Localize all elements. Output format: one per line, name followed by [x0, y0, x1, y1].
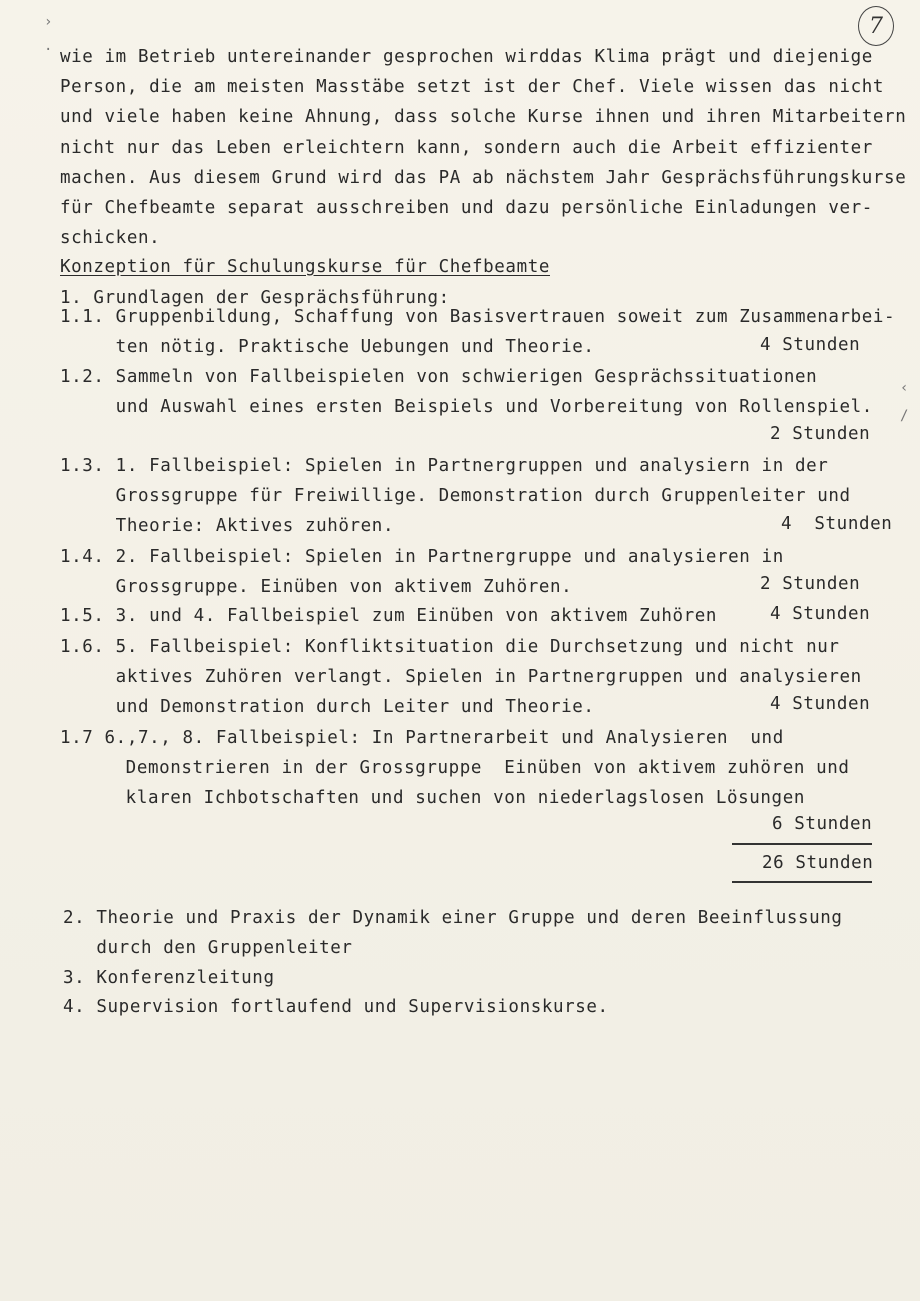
page-number: 7 [869, 13, 883, 39]
section-line: durch den Gruppenleiter [63, 938, 353, 958]
item-line: 1.7 6.,7., 8. Fallbeispiel: In Partnerarbeit und Analysieren und [60, 728, 784, 748]
item-hours: 4 Stunden [760, 335, 861, 355]
margin-mark: · [44, 42, 53, 58]
item-line: und Demonstration durch Leiter und Theorie. [60, 697, 595, 717]
total-hours: 26 Stunden [762, 853, 874, 873]
section-line: 4. Supervision fortlaufend und Supervisionskurse. [63, 997, 609, 1017]
item-hours: 4 Stunden [770, 604, 871, 624]
total-rule [732, 881, 872, 883]
intro-line: nicht nur das Leben erleichtern kann, sondern auch die Arbeit effizienter [60, 138, 873, 158]
intro-line: für Chefbeamte separat ausschreiben und dazu persönliche Einladungen ver- [60, 198, 873, 218]
section-line: 2. Theorie und Praxis der Dynamik einer Gruppe und deren Beeinflussung [63, 908, 843, 928]
margin-mark: › [44, 14, 53, 30]
intro-line: machen. Aus diesem Grund wird das PA ab nächstem Jahr Gesprächsführungskurse [60, 168, 907, 188]
intro-line: und viele haben keine Ahnung, dass solche Kurse ihnen und ihren Mitarbeitern [60, 107, 907, 127]
item-line: 1.4. 2. Fallbeispiel: Spielen in Partnergruppe und analysieren in [60, 547, 784, 567]
item-hours: 4 Stunden [770, 694, 871, 714]
item-hours: 6 Stunden [772, 814, 873, 834]
item-line: 1.5. 3. und 4. Fallbeispiel zum Einüben von aktivem Zuhören [60, 606, 718, 626]
item-line: ten nötig. Praktische Uebungen und Theorie. [60, 337, 595, 357]
intro-line: wie im Betrieb untereinander gesprochen wirddas Klima prägt und diejenige [60, 47, 873, 67]
item-hours: 2 Stunden [770, 424, 871, 444]
intro-line: Person, die am meisten Masstäbe setzt ist der Chef. Viele wissen das nicht [60, 77, 885, 97]
item-line: Theorie: Aktives zuhören. [60, 516, 395, 536]
section-heading: Konzeption für Schulungskurse für Chefbeamte [60, 257, 550, 277]
item-line: klaren Ichbotschaften und suchen von niederlagslosen Lösungen [70, 788, 805, 808]
item-line: Grossgruppe. Einüben von aktivem Zuhören. [60, 577, 573, 597]
item-line: 1.1. Gruppenbildung, Schaffung von Basisvertrauen soweit zum Zusammenarbei- [60, 307, 896, 327]
item-line: und Auswahl eines ersten Beispiels und Vorbereitung von Rollenspiel. [60, 397, 873, 417]
item-line: Grossgruppe für Freiwillige. Demonstration durch Gruppenleiter und [60, 486, 851, 506]
margin-mark: / [900, 408, 909, 424]
section-title: 1. Grundlagen der Gesprächsführung: [60, 288, 450, 308]
item-line: Demonstrieren in der Grossgruppe Einüben von aktivem zuhören und [70, 758, 850, 778]
item-hours: 4 Stunden [781, 514, 893, 534]
sum-rule [732, 843, 872, 845]
item-line: 1.6. 5. Fallbeispiel: Konfliktsituation die Durchsetzung und nicht nur [60, 637, 840, 657]
intro-line: schicken. [60, 228, 161, 248]
item-line: 1.2. Sammeln von Fallbeispielen von schwierigen Gesprächssituationen [60, 367, 818, 387]
item-hours: 2 Stunden [760, 574, 861, 594]
page-number-circle [858, 6, 894, 46]
item-line: aktives Zuhören verlangt. Spielen in Partnergruppen und analysieren [60, 667, 862, 687]
margin-mark: ‹ [900, 380, 909, 396]
item-line: 1.3. 1. Fallbeispiel: Spielen in Partnergruppen und analysiern in der [60, 456, 829, 476]
section-line: 3. Konferenzleitung [63, 968, 275, 988]
